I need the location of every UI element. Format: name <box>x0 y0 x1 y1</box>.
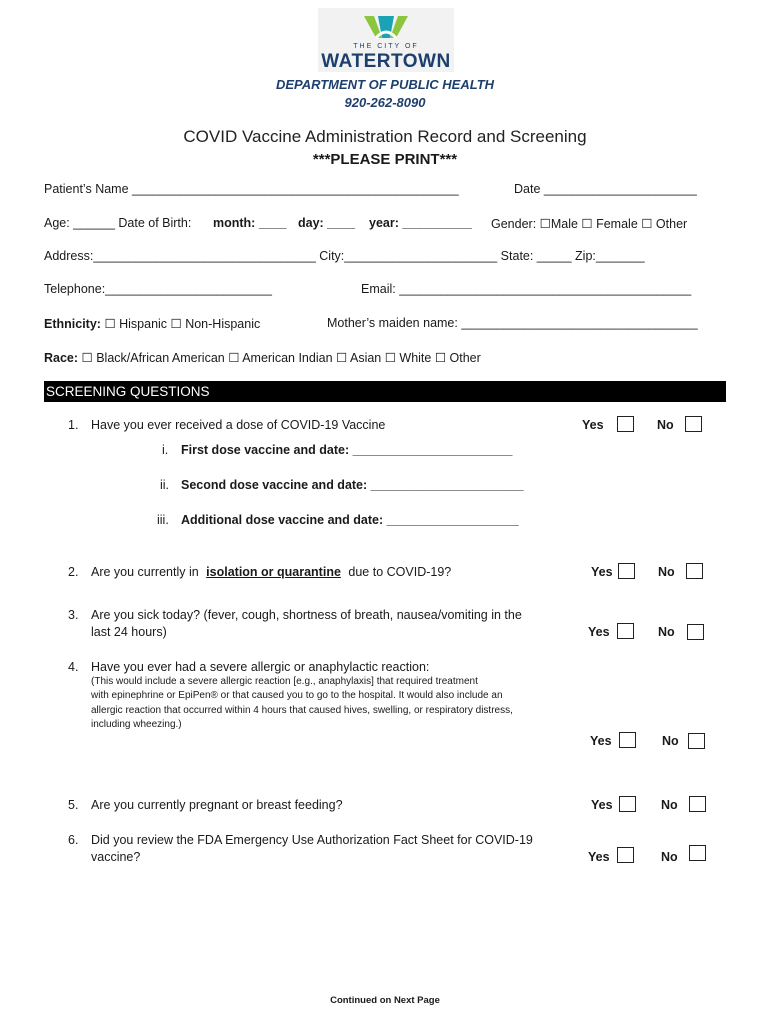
q1-sub-ii-number: ii. <box>160 478 170 492</box>
q4-number: 4. <box>68 660 79 674</box>
q5-no-checkbox[interactable] <box>689 796 706 812</box>
logo-city-line: THE CITY OF <box>353 43 419 50</box>
q2-text-pre: Are you currently in <box>91 565 199 579</box>
q1-no-label: No <box>657 418 674 432</box>
date-field[interactable]: Date ______________________ <box>514 182 697 196</box>
q4-no-label: No <box>662 734 679 748</box>
q3-number: 3. <box>68 608 79 622</box>
q4-yes-checkbox[interactable] <box>619 732 636 748</box>
q5-yes-checkbox[interactable] <box>619 796 636 812</box>
race-options[interactable]: ☐ Black/African American ☐ American Indian ☐ Asian ☐ White ☐ Other <box>81 351 481 365</box>
q3-no-label: No <box>658 625 675 639</box>
ethnicity-label: Ethnicity: <box>44 317 101 331</box>
q5-number: 5. <box>68 798 79 812</box>
q5-yes-label: Yes <box>591 798 613 812</box>
gender-options[interactable]: Gender: ☐Male ☐ Female ☐ Other <box>491 217 688 231</box>
race-label: Race: <box>44 351 79 365</box>
q2-no-label: No <box>658 565 675 579</box>
department-phone: 920-262-8090 <box>344 95 426 110</box>
q4-text: Have you ever had a severe allergic or anaphylactic reaction: <box>91 660 430 674</box>
q2-no-checkbox[interactable] <box>686 563 703 579</box>
race-row <box>44 350 481 365</box>
dob-day-text: day: ____ <box>298 216 355 230</box>
q5-text: Are you currently pregnant or breast feeding? <box>91 798 343 812</box>
q2-text-post: due to COVID-19? <box>348 565 452 579</box>
department-name: DEPARTMENT OF PUBLIC HEALTH <box>275 77 495 92</box>
q3-text-line1: Are you sick today? (fever, cough, shortness of breath, nausea/vomiting in the <box>91 608 522 622</box>
mothers-maiden-name-field[interactable]: Mother’s maiden name: __________________________________ <box>327 316 698 330</box>
q6-no-checkbox[interactable] <box>689 845 706 861</box>
q1-yes-label: Yes <box>582 418 604 432</box>
email-field[interactable]: Email: __________________________________________ <box>361 282 692 296</box>
age-dob-label[interactable]: Age: ______ Date of Birth: <box>44 216 192 230</box>
continued-footer: Continued on Next Page <box>330 995 440 1006</box>
form-title: COVID Vaccine Administration Record and Screening <box>183 127 587 146</box>
q2-text <box>91 565 451 579</box>
q3-text-line2: last 24 hours) <box>91 625 167 639</box>
q1-second-dose-field[interactable]: Second dose vaccine and date: ______________________ <box>181 478 524 492</box>
q1-number: 1. <box>68 418 79 432</box>
q3-no-checkbox[interactable] <box>687 624 704 640</box>
logo-city-name: WATERTOWN <box>321 51 451 72</box>
q6-yes-checkbox[interactable] <box>617 847 634 863</box>
q1-yes-checkbox[interactable] <box>617 416 634 432</box>
q4-yes-label: Yes <box>590 734 612 748</box>
q4-note-line2: with epinephrine or EpiPen® or that caused you to go to the hospital. It would also include an <box>91 690 503 701</box>
ethnicity-row <box>44 316 260 331</box>
q1-sub-i-number: i. <box>162 443 169 457</box>
q1-text: Have you ever received a dose of COVID-19 Vaccine <box>91 418 386 432</box>
dob-year-text: year: __________ <box>369 216 472 230</box>
telephone-field[interactable]: Telephone:________________________ <box>44 282 273 296</box>
address-line[interactable]: Address:________________________________ City:______________________ State: _____ Zip:_______ <box>44 249 645 263</box>
q4-note-line3: allergic reaction that occurred within 4 hours that caused hives, swelling, or respiratory distress, <box>91 705 513 716</box>
q6-text-line2: vaccine? <box>91 850 141 864</box>
q2-text-emphasis: isolation or quarantine <box>206 565 341 579</box>
q1-sub-iii-number: iii. <box>157 513 169 527</box>
q1-first-dose-field[interactable]: First dose vaccine and date: _______________________ <box>181 443 513 457</box>
q6-yes-label: Yes <box>588 850 610 864</box>
q2-yes-label: Yes <box>591 565 613 579</box>
q3-yes-checkbox[interactable] <box>617 623 634 639</box>
dob-month-text: month: ____ <box>213 216 287 230</box>
ethnicity-options[interactable]: ☐ Hispanic ☐ Non-Hispanic <box>104 317 261 331</box>
q2-yes-checkbox[interactable] <box>618 563 635 579</box>
q4-note-line1: (This would include a severe allergic reaction [e.g., anaphylaxis] that required treatment <box>91 676 478 687</box>
dob-month-field[interactable] <box>213 216 287 230</box>
screening-questions-header: SCREENING QUESTIONS <box>44 381 726 402</box>
q4-note-line4: including wheezing.) <box>91 719 182 730</box>
q4-no-checkbox[interactable] <box>688 733 705 749</box>
patient-name-field[interactable]: Patient’s Name _______________________________________________ <box>44 182 459 196</box>
dob-day-field[interactable] <box>298 216 355 230</box>
q6-text-line1: Did you review the FDA Emergency Use Authorization Fact Sheet for COVID-19 <box>91 833 533 847</box>
q5-no-label: No <box>661 798 678 812</box>
form-subtitle: ***PLEASE PRINT*** <box>312 151 458 168</box>
q3-yes-label: Yes <box>588 625 610 639</box>
q6-number: 6. <box>68 833 79 847</box>
q1-no-checkbox[interactable] <box>685 416 702 432</box>
q1-additional-dose-field[interactable]: Additional dose vaccine and date: ___________________ <box>181 513 519 527</box>
q2-number: 2. <box>68 565 79 579</box>
dob-year-field[interactable] <box>369 216 472 230</box>
q6-no-label: No <box>661 850 678 864</box>
